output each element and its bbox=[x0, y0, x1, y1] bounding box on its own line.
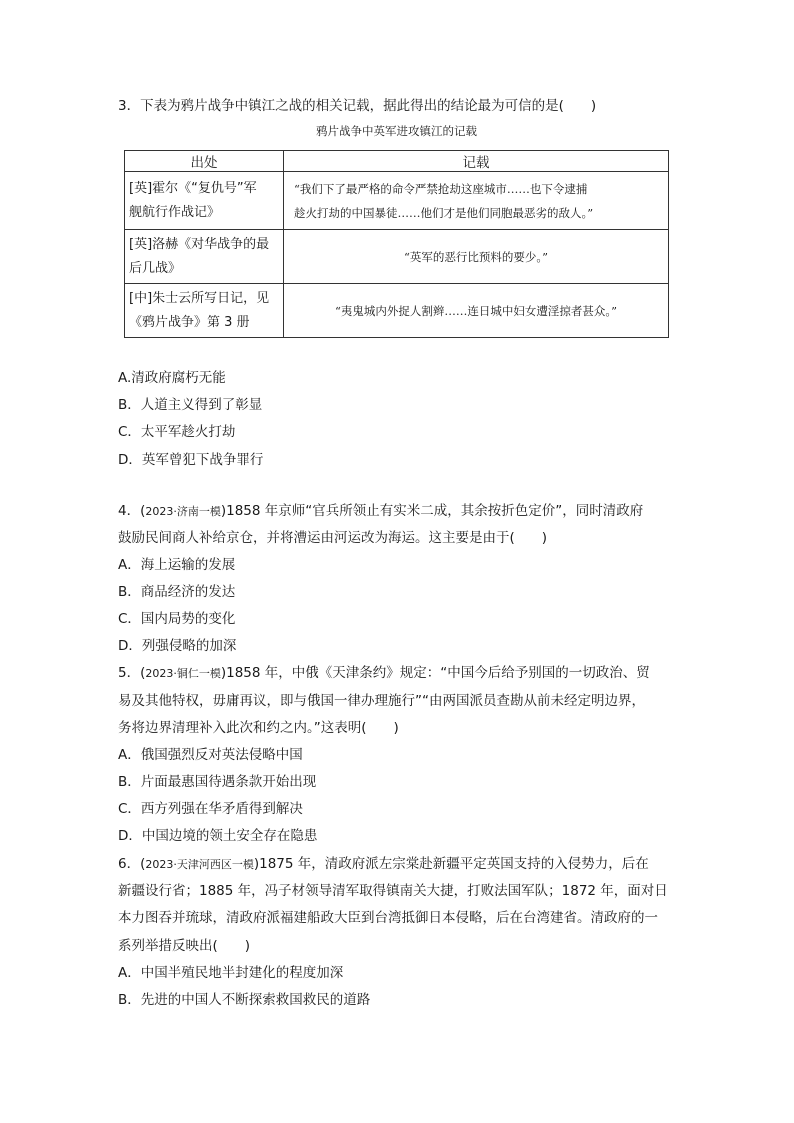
record-line: “夷鬼城内外捉人割辫……连日城中妇女遭淫掠者甚众。” bbox=[334, 303, 617, 318]
q3-option-d: D．英军曾犯下战争罪行 bbox=[118, 452, 264, 468]
table-row bbox=[125, 284, 669, 338]
source-cell bbox=[125, 172, 284, 230]
q3-option-a: A.清政府腐朽无能 bbox=[118, 370, 226, 386]
table-row bbox=[125, 172, 669, 230]
record-line: “英军的恶行比预料的要少。” bbox=[403, 249, 548, 264]
q4-stem-line1 bbox=[118, 501, 643, 522]
q6-number: 6．( bbox=[118, 856, 146, 872]
source-line: 舰航行作战记》 bbox=[129, 204, 221, 220]
source-cell bbox=[125, 284, 284, 338]
source-cell bbox=[125, 230, 284, 284]
header-source: 出处 bbox=[125, 151, 284, 172]
q5-option-b: B．片面最惠国待遇条款开始出现 bbox=[118, 774, 317, 790]
q5-number: 5．( bbox=[118, 665, 146, 681]
source-line: [英]霍尔《“复仇号”军 bbox=[129, 180, 257, 196]
q6-option-a: A．中国半殖民地半封建化的程度加深 bbox=[118, 965, 344, 981]
q4-number: 4．( bbox=[118, 503, 146, 519]
q6-stem-text: )1875 年，清政府派左宗棠赴新疆平定英国支持的入侵势力，后在 bbox=[253, 856, 649, 872]
source-line: 后几战》 bbox=[129, 260, 182, 276]
record-cell bbox=[284, 230, 669, 284]
q5-option-d: D．中国边境的领土安全存在隐患 bbox=[118, 828, 318, 844]
q3-stem: 3．下表为鸦片战争中镇江之战的相关记载，据此得出的结论最为可信的是( ) bbox=[118, 98, 597, 114]
q6-stem-line2: 新疆设行省；1885 年，冯子材领导清军取得镇南关大捷，打败法国军队；1872 年，面对日 bbox=[118, 883, 668, 899]
header-record: 记载 bbox=[284, 151, 669, 172]
q4-option-a: A．海上运输的发展 bbox=[118, 557, 236, 573]
table-header-row bbox=[125, 151, 669, 172]
q4-option-d: D．列强侵略的加深 bbox=[118, 638, 237, 654]
table-row bbox=[125, 230, 669, 284]
record-line: 趁火打劫的中国暴徒……他们才是他们同胞最恶劣的敌人。” bbox=[294, 205, 594, 220]
q6-option-b: B．先进的中国人不断探索救国救民的道路 bbox=[118, 992, 371, 1008]
q5-stem-text: )1858 年，中俄《天津条约》规定：“中国今后给予别国的一切政治、贸 bbox=[220, 665, 650, 681]
q4-option-b: B．商品经济的发达 bbox=[118, 584, 236, 600]
q3-table-caption: 鸦片战争中英军进攻镇江的记载 bbox=[316, 124, 477, 138]
q6-source-tag: 2023·天津河西区一模 bbox=[145, 858, 254, 871]
q5-source-tag: 2023·铜仁一模 bbox=[145, 667, 221, 680]
source-line: 《鸦片战争》第 3 册 bbox=[129, 314, 250, 330]
q5-stem-line2: 易及其他特权，毋庸再议，即与俄国一律办理施行”“由两国派员查勘从前未经定明边界， bbox=[118, 693, 645, 709]
q5-stem-line1 bbox=[118, 663, 650, 684]
q3-record-table bbox=[124, 150, 669, 338]
record-line: “我们下了最严格的命令严禁抢劫这座城市……也下令逮捕 bbox=[294, 181, 588, 196]
q6-stem-line1 bbox=[118, 854, 649, 875]
q5-option-c: C．西方列强在华矛盾得到解决 bbox=[118, 801, 303, 817]
q4-option-c: C．国内局势的变化 bbox=[118, 611, 236, 627]
q6-stem-line3: 本力图吞并琉球，清政府派福建船政大臣到台湾抵御日本侵略，后在台湾建省。清政府的一 bbox=[118, 910, 658, 926]
source-line: [英]洛赫《对华战争的最 bbox=[129, 236, 270, 252]
q3-option-c: C．太平军趁火打劫 bbox=[118, 424, 236, 440]
source-line: [中]朱士云所写日记，见 bbox=[129, 290, 270, 306]
q4-source-tag: 2023·济南一模 bbox=[145, 505, 221, 518]
q3-option-b: B．人道主义得到了彰显 bbox=[118, 397, 263, 413]
record-cell bbox=[284, 284, 669, 338]
q5-stem-line3: 务将边界清理补入此次和约之内。”这表明( ) bbox=[118, 720, 399, 736]
q4-stem-text: )1858 年京师“官兵所领止有实米二成，其余按折色定价”，同时清政府 bbox=[220, 503, 644, 519]
q5-option-a: A．俄国强烈反对英法侵略中国 bbox=[118, 747, 303, 763]
record-cell bbox=[284, 172, 669, 230]
q6-stem-line4: 系列举措反映出( ) bbox=[118, 938, 251, 954]
q4-stem-line2: 鼓励民间商人补给京仓，并将漕运由河运改为海运。这主要是由于( ) bbox=[118, 530, 548, 546]
